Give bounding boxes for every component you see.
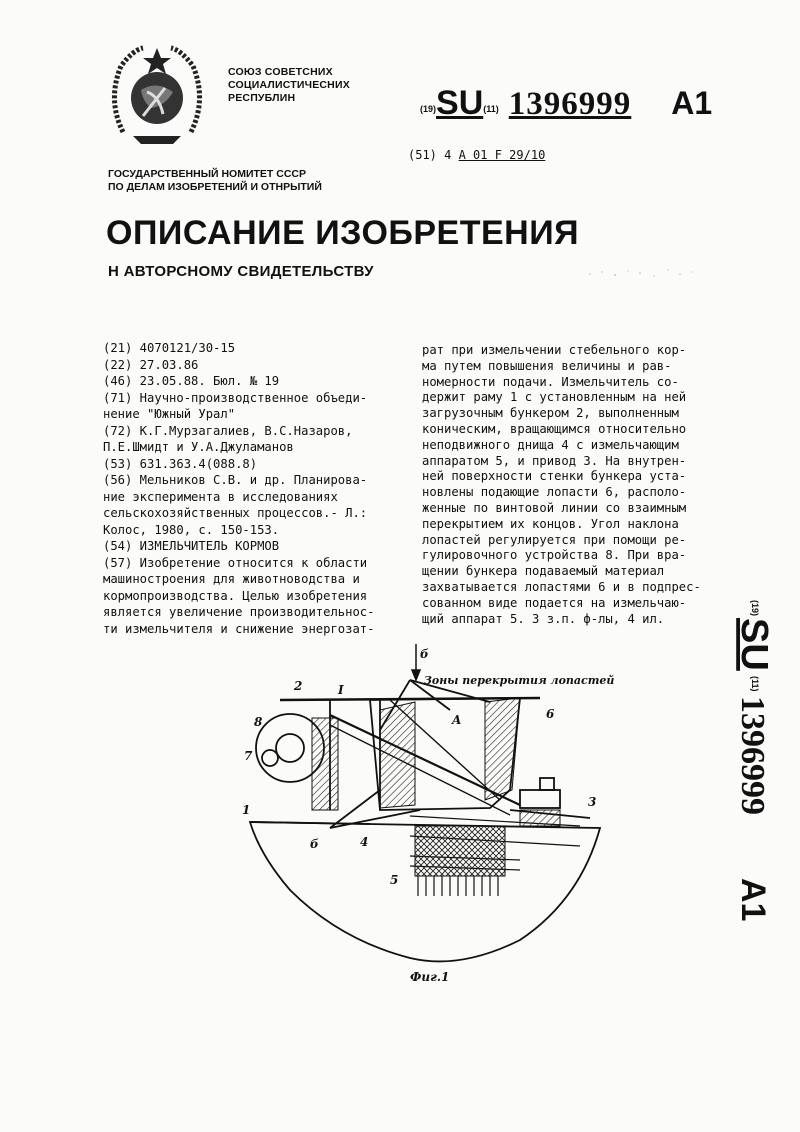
label-A: A xyxy=(452,713,462,727)
union-line-3: РЕСПУБЛИН xyxy=(228,92,296,104)
vertical-country: SU xyxy=(733,618,775,671)
abstract-line: захватывается лопастями 6 и в подпрес- xyxy=(422,579,701,594)
biblio-line: Колос, 1980, с. 150-153. xyxy=(103,522,280,537)
label-6: 6 xyxy=(546,707,555,721)
ipc-class: A 01 F 29/10 xyxy=(458,148,546,162)
code-11: (11) xyxy=(483,104,499,114)
biblio-line: ние эксперимента в исследованиях xyxy=(103,489,338,504)
label-view-b: б xyxy=(420,647,429,661)
patent-id-line xyxy=(420,84,712,123)
biblio-line: машиностроения для животноводства и xyxy=(103,572,360,586)
label-2: 2 xyxy=(294,679,303,693)
abstract-line: держит раму 1 с установленным на ней xyxy=(422,390,687,405)
code-19: (19) xyxy=(420,104,437,114)
bibliographic-data xyxy=(103,340,413,637)
figure-caption: Фиг.1 xyxy=(410,970,450,984)
abstract-line: сованном виде подается на измельчаю- xyxy=(422,595,687,610)
abstract-line: женные по винтовой линии со взаимным xyxy=(422,500,687,515)
abstract-line: щий аппарат 5. 3 з.п. ф-лы, 4 ил. xyxy=(422,611,665,626)
committee-line-2: ПО ДЕЛАМ ИЗОБРЕТЕНИЙ И ОТНРЫТИЙ xyxy=(108,181,322,193)
label-b-bottom: б xyxy=(310,837,319,851)
ussr-emblem-icon xyxy=(103,40,211,152)
document-subtitle: Н АВТОРСНОМУ СВИДЕТЕЛЬСТВУ xyxy=(108,263,374,280)
abstract-line: новлены подающие лопасти 6, располо- xyxy=(422,485,687,500)
abstract-line: лопастей регулируется при помощи ре- xyxy=(422,532,687,547)
vertical-kind: A1 xyxy=(734,878,772,922)
abstract-line: неподвижного днища 4 с измельчающим xyxy=(422,437,679,452)
label-4: 4 xyxy=(360,835,369,849)
union-name xyxy=(228,66,350,105)
label-1: 1 xyxy=(242,803,251,817)
biblio-line: (22) 27.03.86 xyxy=(103,357,199,372)
biblio-line: (57) Изобретение относится к области xyxy=(103,555,368,570)
biblio-line: (72) К.Г.Мурзагалиев, В.С.Назаров, xyxy=(103,423,353,438)
label-I: I xyxy=(338,683,344,697)
biblio-line: кормопроизводства. Целью изобретения xyxy=(103,588,368,603)
document-title: ОПИСАНИЕ ИЗОБРЕТЕНИЯ xyxy=(106,214,580,252)
biblio-line: является увеличение производительнос- xyxy=(103,605,375,619)
label-8: 8 xyxy=(254,715,263,729)
abstract-line: аппаратом 5, и привод 3. На внутрен- xyxy=(422,453,687,468)
union-line-1: СОЮЗ СОВЕТСНИХ xyxy=(228,66,333,78)
vertical-patent-number xyxy=(730,600,790,930)
biblio-line: (53) 631.363.4(088.8) xyxy=(103,456,258,471)
vertical-number: 1396999 xyxy=(734,696,771,815)
label-3: 3 xyxy=(588,795,597,809)
abstract-line: номерности подачи. Измельчитель со- xyxy=(422,374,679,389)
abstract-line: ма путем повышения величины и рав- xyxy=(422,358,672,373)
biblio-line: (21) 4070121/30-15 xyxy=(103,341,236,355)
biblio-line: (46) 23.05.88. Бюл. № 19 xyxy=(103,374,280,388)
biblio-line: (54) ИЗМЕЛЬЧИТЕЛЬ КОРМОВ xyxy=(103,539,280,553)
committee-line-1: ГОСУДАРСТВЕННЫЙ НОМИТЕТ СССР xyxy=(108,168,307,180)
biblio-line: ти измельчителя и снижение энергозат- xyxy=(103,621,375,636)
vertical-code-11: (11) xyxy=(750,676,760,692)
scan-smudge xyxy=(580,262,700,284)
abstract-line: загрузочным бункером 2, выполненным xyxy=(422,406,679,421)
biblio-line: (56) Мельников С.В. и др. Планирова- xyxy=(103,473,368,487)
abstract-line: перекрытием их концов. Угол наклона xyxy=(422,516,679,531)
ipc-prefix: (51) 4 xyxy=(408,148,452,162)
patent-kind: A1 xyxy=(671,85,713,121)
label-5: 5 xyxy=(390,873,399,887)
biblio-line: П.Е.Шмидт и У.А.Джуламанов xyxy=(103,440,294,454)
abstract-line: коническим, вращающимся относительно xyxy=(422,421,687,436)
committee-name xyxy=(108,168,322,194)
abstract-line: щении бункера подаваемый материал xyxy=(422,564,665,579)
zone-overlap-label: Зоны перекрытия лопастей xyxy=(424,674,615,687)
biblio-line: сельскохозяйственных процессов.- Л.: xyxy=(103,506,368,520)
country-code: SU xyxy=(436,84,484,122)
union-line-2: СОЦИАЛИСТИЧЕСНИХ xyxy=(228,79,350,91)
figure-1-drawing xyxy=(220,640,640,980)
abstract-line: гулировочного устройства 8. При вра- xyxy=(422,548,687,563)
label-7: 7 xyxy=(244,749,253,763)
biblio-line: (71) Научно-производственное объеди- xyxy=(103,390,368,405)
vertical-code-19: (19) xyxy=(750,600,760,617)
abstract-line: ней поверхности стенки бункера уста- xyxy=(422,469,687,484)
biblio-line: нение "Южный Урал" xyxy=(103,407,236,421)
abstract-continuation xyxy=(422,343,722,627)
ipc-classification xyxy=(408,148,545,162)
abstract-line: рат при измельчении стебельного кор- xyxy=(422,343,687,357)
patent-number: 1396999 xyxy=(508,86,632,122)
